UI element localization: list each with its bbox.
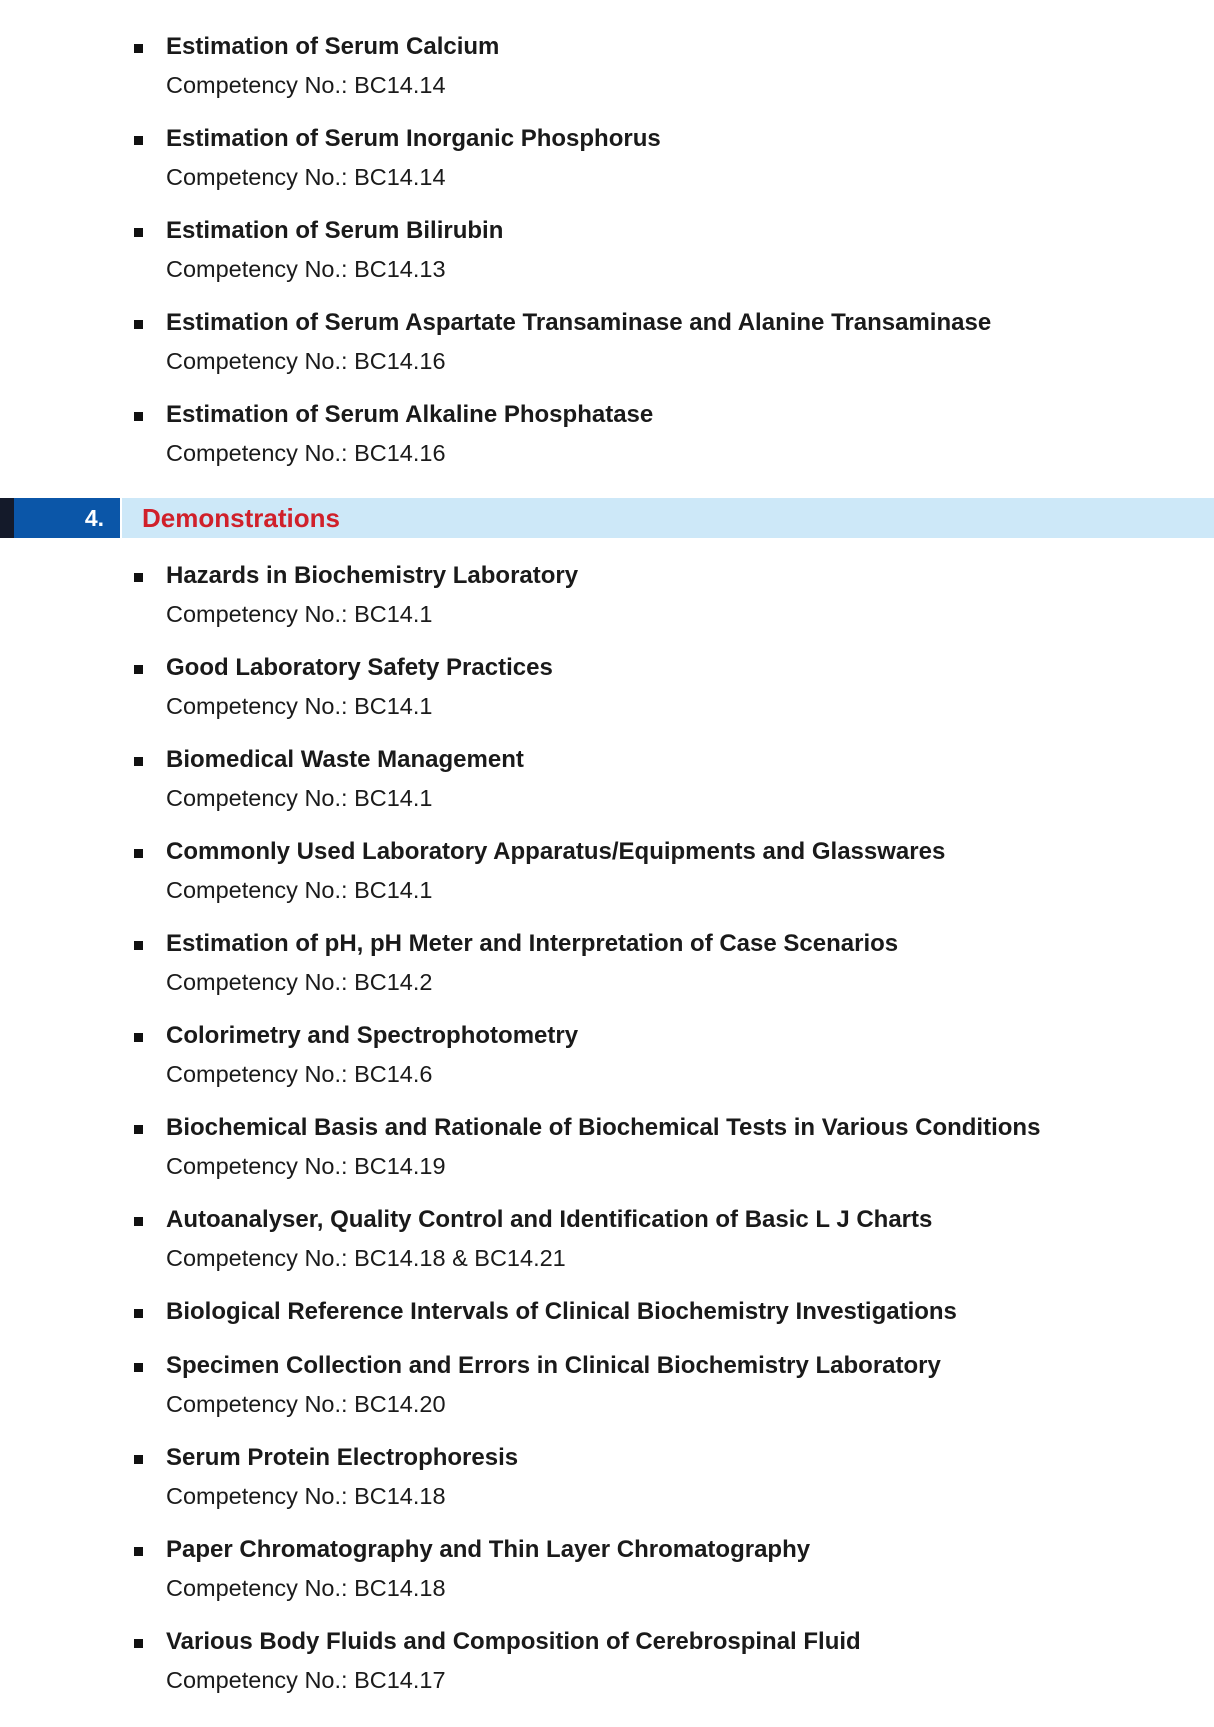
competency-line <box>166 873 1214 907</box>
competency-label: Competency No.: <box>166 1245 355 1271</box>
square-bullet-icon <box>134 1639 143 1648</box>
square-bullet-icon <box>134 1547 143 1556</box>
list-item <box>0 1441 1214 1533</box>
competency-line <box>166 597 1214 631</box>
competency-code: BC14.1 <box>354 601 433 627</box>
list-item <box>0 1295 1214 1349</box>
competency-label: Competency No.: <box>166 256 355 282</box>
item-title: Biomedical Waste Management <box>166 746 524 773</box>
list-item <box>0 1533 1214 1625</box>
list-item <box>0 559 1214 651</box>
section-title: Demonstrations <box>142 503 340 533</box>
item-title: Estimation of Serum Bilirubin <box>166 217 504 244</box>
competency-line <box>166 1057 1214 1091</box>
competency-code: BC14.2 <box>354 969 433 995</box>
item-title: Biochemical Basis and Rationale of Biochemical Tests in Various Conditions <box>166 1114 1041 1141</box>
item-title: Good Laboratory Safety Practices <box>166 654 553 681</box>
competency-line <box>166 344 1214 378</box>
competency-code: BC14.17 <box>354 1667 446 1693</box>
competency-code: BC14.20 <box>354 1391 446 1417</box>
competency-label: Competency No.: <box>166 1153 355 1179</box>
item-title: Estimation of pH, pH Meter and Interpretation of Case Scenarios <box>166 930 899 957</box>
competency-line <box>166 781 1214 815</box>
competency-code: BC14.6 <box>354 1061 433 1087</box>
competency-code: BC14.18 & BC14.21 <box>354 1245 566 1271</box>
competency-line <box>166 1387 1214 1421</box>
competency-code: BC14.1 <box>354 693 433 719</box>
list-item <box>0 30 1214 122</box>
square-bullet-icon <box>134 320 143 329</box>
list-item <box>0 1625 1214 1717</box>
square-bullet-icon <box>134 941 143 950</box>
competency-code: BC14.16 <box>354 348 446 374</box>
competency-line <box>166 689 1214 723</box>
competency-line <box>166 965 1214 999</box>
item-title: Colorimetry and Spectrophotometry <box>166 1022 579 1049</box>
square-bullet-icon <box>134 136 143 145</box>
item-title: Various Body Fluids and Composition of Cerebrospinal Fluid <box>166 1628 861 1655</box>
list-item <box>0 306 1214 398</box>
item-title: Estimation of Serum Inorganic Phosphorus <box>166 125 661 152</box>
competency-line <box>166 252 1214 286</box>
square-bullet-icon <box>134 1125 143 1134</box>
competency-label: Competency No.: <box>166 1667 355 1693</box>
competency-label: Competency No.: <box>166 1061 355 1087</box>
square-bullet-icon <box>134 1455 143 1464</box>
competency-label: Competency No.: <box>166 877 355 903</box>
competency-label: Competency No.: <box>166 348 355 374</box>
item-title: Biological Reference Intervals of Clinical Biochemistry Investigations <box>166 1298 957 1325</box>
square-bullet-icon <box>134 573 143 582</box>
competency-code: BC14.1 <box>354 785 433 811</box>
competency-code: BC14.14 <box>354 164 446 190</box>
section-header <box>0 498 1214 538</box>
experiments-list <box>0 30 1214 490</box>
competency-code: BC14.13 <box>354 256 446 282</box>
square-bullet-icon <box>134 1309 143 1318</box>
competency-line <box>166 1241 1214 1275</box>
competency-label: Competency No.: <box>166 1483 355 1509</box>
square-bullet-icon <box>134 228 143 237</box>
competency-line <box>166 160 1214 194</box>
list-item <box>0 651 1214 743</box>
square-bullet-icon <box>134 1217 143 1226</box>
competency-label: Competency No.: <box>166 440 355 466</box>
competency-line <box>166 1149 1214 1183</box>
square-bullet-icon <box>134 849 143 858</box>
competency-line <box>166 68 1214 102</box>
list-item <box>0 122 1214 214</box>
list-item <box>0 927 1214 1019</box>
item-title: Paper Chromatography and Thin Layer Chromatography <box>166 1536 811 1563</box>
item-title: Serum Protein Electrophoresis <box>166 1444 519 1471</box>
list-item <box>0 1111 1214 1203</box>
competency-label: Competency No.: <box>166 72 355 98</box>
square-bullet-icon <box>134 412 143 421</box>
section-edge-marker <box>0 498 14 538</box>
competency-label: Competency No.: <box>166 1391 355 1417</box>
list-item <box>0 214 1214 306</box>
item-title: Estimation of Serum Alkaline Phosphatase <box>166 401 654 428</box>
list-item <box>0 835 1214 927</box>
competency-code: BC14.16 <box>354 440 446 466</box>
competency-label: Competency No.: <box>166 785 355 811</box>
square-bullet-icon <box>134 1363 143 1372</box>
competency-code: BC14.18 <box>354 1575 446 1601</box>
list-item <box>0 1019 1214 1111</box>
list-item <box>0 398 1214 490</box>
competency-code: BC14.1 <box>354 877 433 903</box>
competency-label: Competency No.: <box>166 164 355 190</box>
list-item <box>0 1349 1214 1441</box>
item-title: Hazards in Biochemistry Laboratory <box>166 562 579 589</box>
competency-label: Competency No.: <box>166 601 355 627</box>
list-item <box>0 743 1214 835</box>
competency-line <box>166 1571 1214 1605</box>
item-title: Autoanalyser, Quality Control and Identification of Basic L J Charts <box>166 1206 933 1233</box>
competency-code: BC14.18 <box>354 1483 446 1509</box>
competency-label: Competency No.: <box>166 969 355 995</box>
item-title: Estimation of Serum Calcium <box>166 33 500 60</box>
square-bullet-icon <box>134 757 143 766</box>
demonstrations-list <box>0 559 1214 1717</box>
competency-line <box>166 1663 1214 1697</box>
list-item <box>0 1203 1214 1295</box>
competency-code: BC14.14 <box>354 72 446 98</box>
square-bullet-icon <box>134 665 143 674</box>
section-number: 4. <box>14 498 120 538</box>
square-bullet-icon <box>134 44 143 53</box>
item-title: Commonly Used Laboratory Apparatus/Equipments and Glasswares <box>166 838 946 865</box>
square-bullet-icon <box>134 1033 143 1042</box>
competency-line <box>166 436 1214 470</box>
competency-label: Competency No.: <box>166 693 355 719</box>
item-title: Estimation of Serum Aspartate Transaminase and Alanine Transaminase <box>166 309 992 336</box>
competency-line <box>166 1479 1214 1513</box>
item-title: Specimen Collection and Errors in Clinical Biochemistry Laboratory <box>166 1352 941 1379</box>
competency-label: Competency No.: <box>166 1575 355 1601</box>
competency-code: BC14.19 <box>354 1153 446 1179</box>
